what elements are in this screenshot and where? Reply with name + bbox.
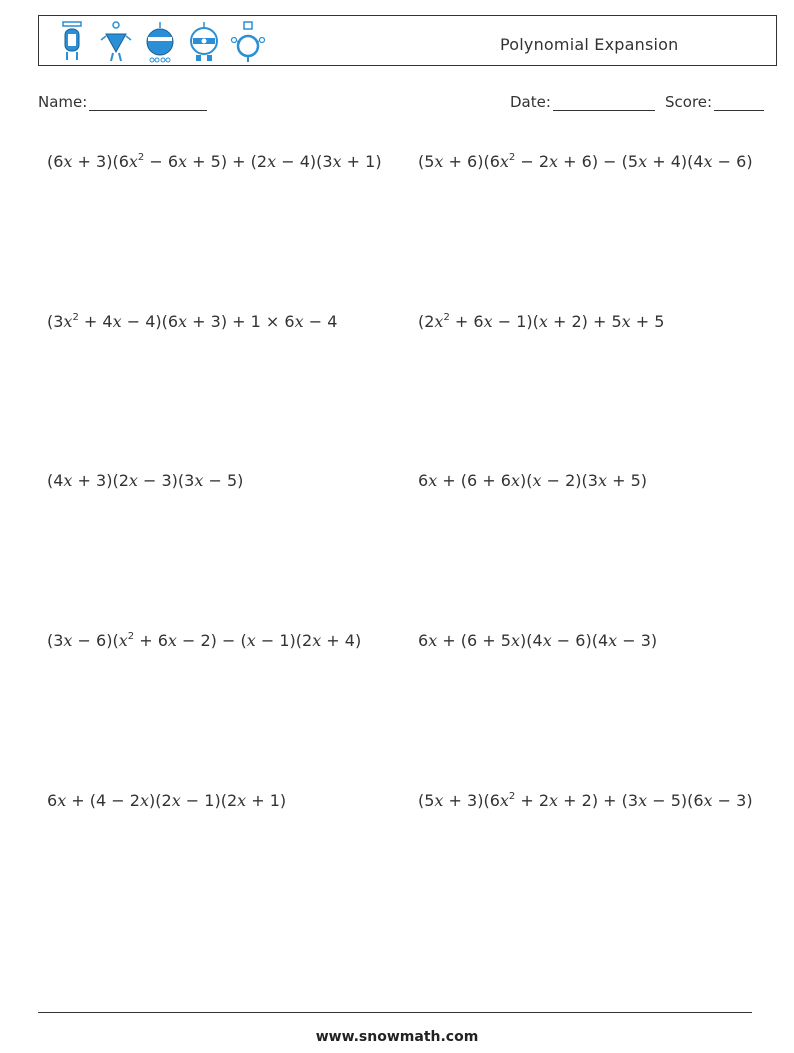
robot-icon-2: [97, 20, 135, 64]
date-line[interactable]: [553, 95, 655, 111]
footer-site: www.snowmath.com: [315, 1029, 479, 1045]
score-label: Score:: [665, 93, 713, 111]
date-field[interactable]: [510, 93, 655, 111]
problem-3: $(3x^2 + 4x - 4)(6x + 3) + 1 \times 6x - 4$: [47, 312, 338, 331]
problem-4: $(2x^2 + 6x - 1)(x + 2) + 5x + 5$: [418, 312, 665, 331]
name-field[interactable]: [38, 93, 207, 111]
problem-1: $(6x + 3)(6x^2 - 6x + 5) + (2x - 4)(3x + 1)$: [47, 152, 382, 171]
problem-5: (4x + 3)(2x − 3)(3x − 5): [47, 471, 244, 490]
problem-2: $(5x + 6)(6x^2 - 2x + 6) - (5x + 4)(4x - 6)$: [418, 152, 753, 171]
robot-icon-5: [229, 20, 267, 64]
problem-9: 6x + (4 − 2x)(2x − 1)(2x + 1): [47, 791, 287, 810]
name-line[interactable]: [89, 95, 207, 111]
score-field[interactable]: [665, 93, 764, 111]
problem-10: $(5x + 3)(6x^2 + 2x + 2) + (3x - 5)(6x - 3)$: [418, 791, 753, 810]
robot-icons: [53, 20, 267, 64]
problem-7: $(3x - 6)(x^2 + 6x - 2) - (x - 1)(2x + 4)$: [47, 631, 362, 650]
name-label: Name:: [38, 93, 88, 111]
worksheet-title: Polynomial Expansion: [500, 35, 679, 54]
robot-icon-4: [185, 20, 223, 64]
worksheet-header: [38, 15, 777, 66]
problem-6: 6x + (6 + 6x)(x − 2)(3x + 5): [418, 471, 647, 490]
problem-8: 6x + (6 + 5x)(4x − 6)(4x − 3): [418, 631, 658, 650]
student-fields: [38, 93, 770, 115]
footer-divider: [38, 1012, 752, 1013]
robot-icon-3: [141, 20, 179, 64]
date-label: Date:: [510, 93, 551, 111]
score-line[interactable]: [714, 95, 764, 111]
robot-icon-1: [53, 20, 91, 64]
